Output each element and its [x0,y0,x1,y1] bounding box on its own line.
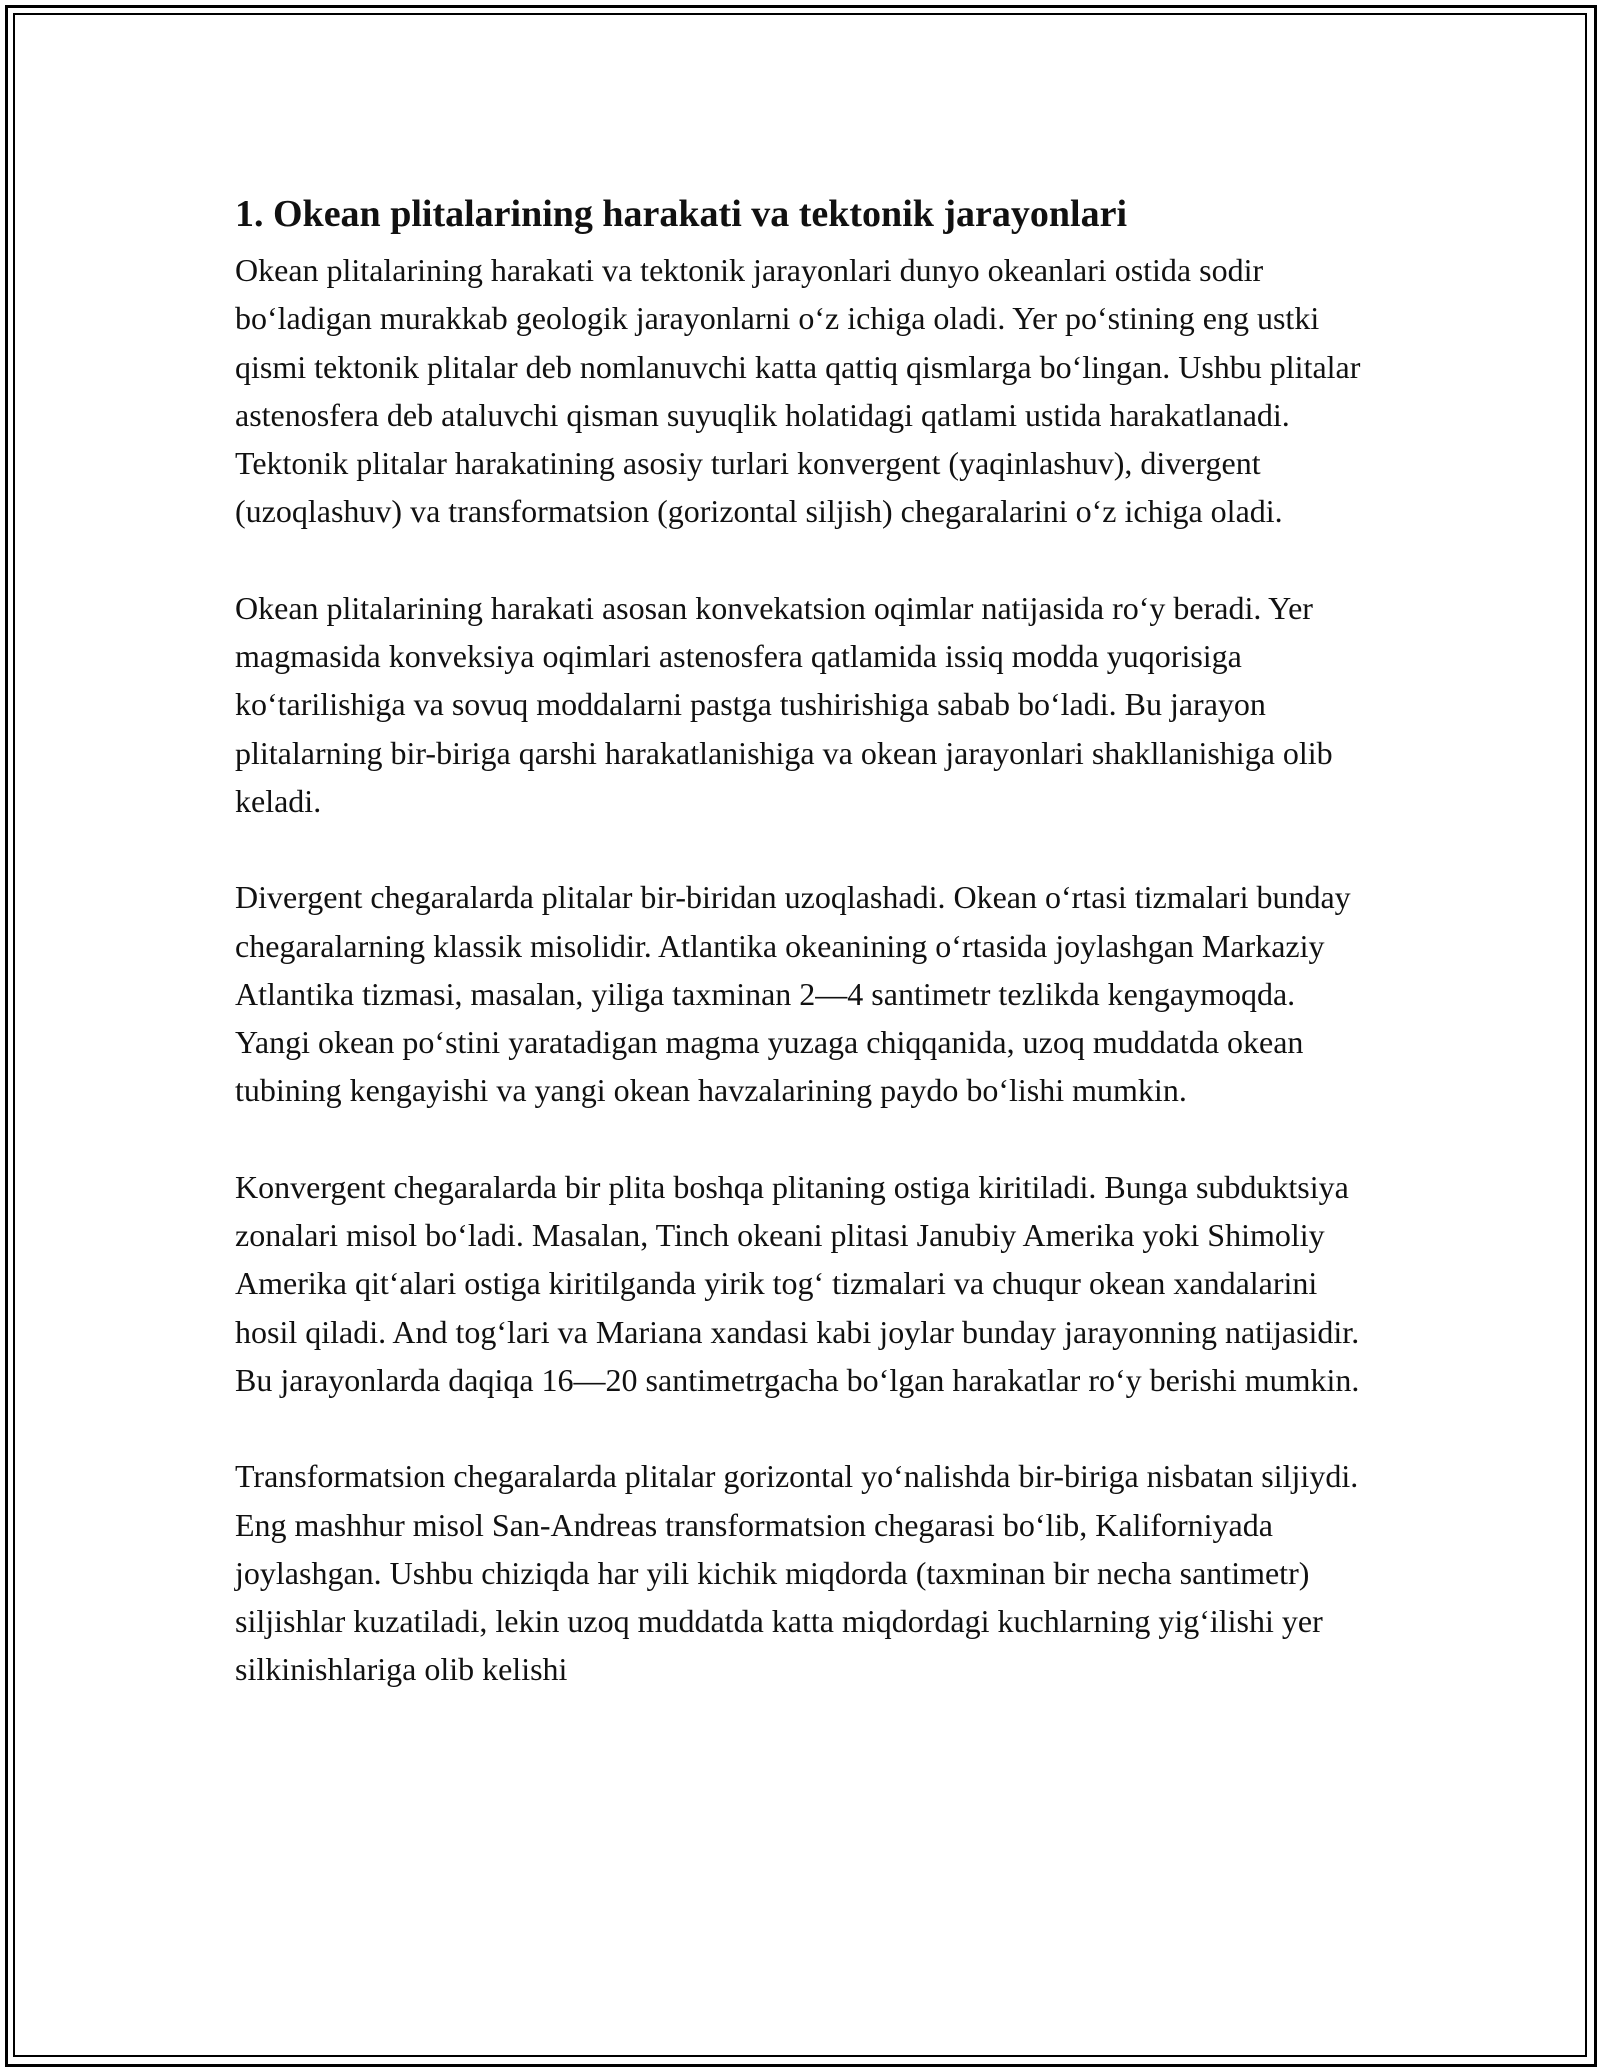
document-body [235,188,1375,1742]
paragraph-2: Okean plitalarining harakati asosan konvekatsion oqimlar natijasida ro‘y beradi. Yer magmasida konveksiya oqimlari astenosfera qatlamida issiq modda yuqorisiga ko‘tarilishiga va sovuq moddalarni pastga tushirishiga sabab bo‘ladi. Bu jarayon plitalarning bir-biriga qarshi harakatlanishiga va okean jarayonlari shakllanishiga olib keladi. [235,589,1333,819]
paragraph-1: Okean plitalarining harakati va tektonik jarayonlari dunyo okeanlari ostida sodir bo‘ladigan murakkab geologik jarayonlarni o‘z ichiga oladi. Yer po‘stining eng ustki qismi tektonik plitalar deb nomlanuvchi katta qattiq qismlarga bo‘lingan. Ushbu plitalar astenosfera deb ataluvchi qisman suyuqlik holatidagi qatlami ustida harakatlanadi. Tektonik plitalar harakatining asosiy turlari konvergent (yaqinlashuv), divergent (uzoqlashuv) va transformatsion (gorizontal siljish) chegaralarini o‘z ichiga oladi. [235,252,1361,530]
paragraph-4: Konvergent chegaralarda bir plita boshqa plitaning ostiga kiritiladi. Bunga subduktsiya zonalari misol bo‘ladi. Masalan, Tinch okeani plitasi Janubiy Amerika yoki Shimoliy Amerika qit‘alari ostiga kiritilganda yirik tog‘ tizmalari va chuqur okean xandalarini hosil qiladi. And tog‘lari va Mariana xandasi kabi joylar bunday jarayonning natijasidir. Bu jarayonlarda daqiqa 16—20 santimetrgacha bo‘lgan harakatlar ro‘y berishi mumkin. [235,1168,1360,1398]
paragraph-3: Divergent chegaralarda plitalar bir-biridan uzoqlashadi. Okean o‘rtasi tizmalari bunday chegaralarning klassik misolidir. Atlantika okeanining o‘rtasida joylashgan Markaziy Atlantika tizmasi, masalan, yiliga taxminan 2—4 santimetr tezlikda kengaymoqda. Yangi okean po‘stini yaratadigan magma yuzaga chiqqanida, uzoq muddatda okean tubining kengayishi va yangi okean havzalarining paydo bo‘lishi mumkin. [235,879,1351,1109]
section-heading: 1. Okean plitalarining harakati va tektonik jarayonlari [235,193,1128,235]
paragraph-5: Transformatsion chegaralarda plitalar gorizontal yo‘nalishda bir-biriga nisbatan siljiydi. Eng mashhur misol San-Andreas transformatsion chegarasi bo‘lib, Kaliforniyada joylashgan. Ushbu chiziqda har yili kichik miqdorda (taxminan bir necha santimetr) siljishlar kuzatiladi, lekin uzoq muddatda katta miqdordagi kuchlarning yig‘ilishi yer silkinishlariga olib kelishi [235,1458,1359,1688]
